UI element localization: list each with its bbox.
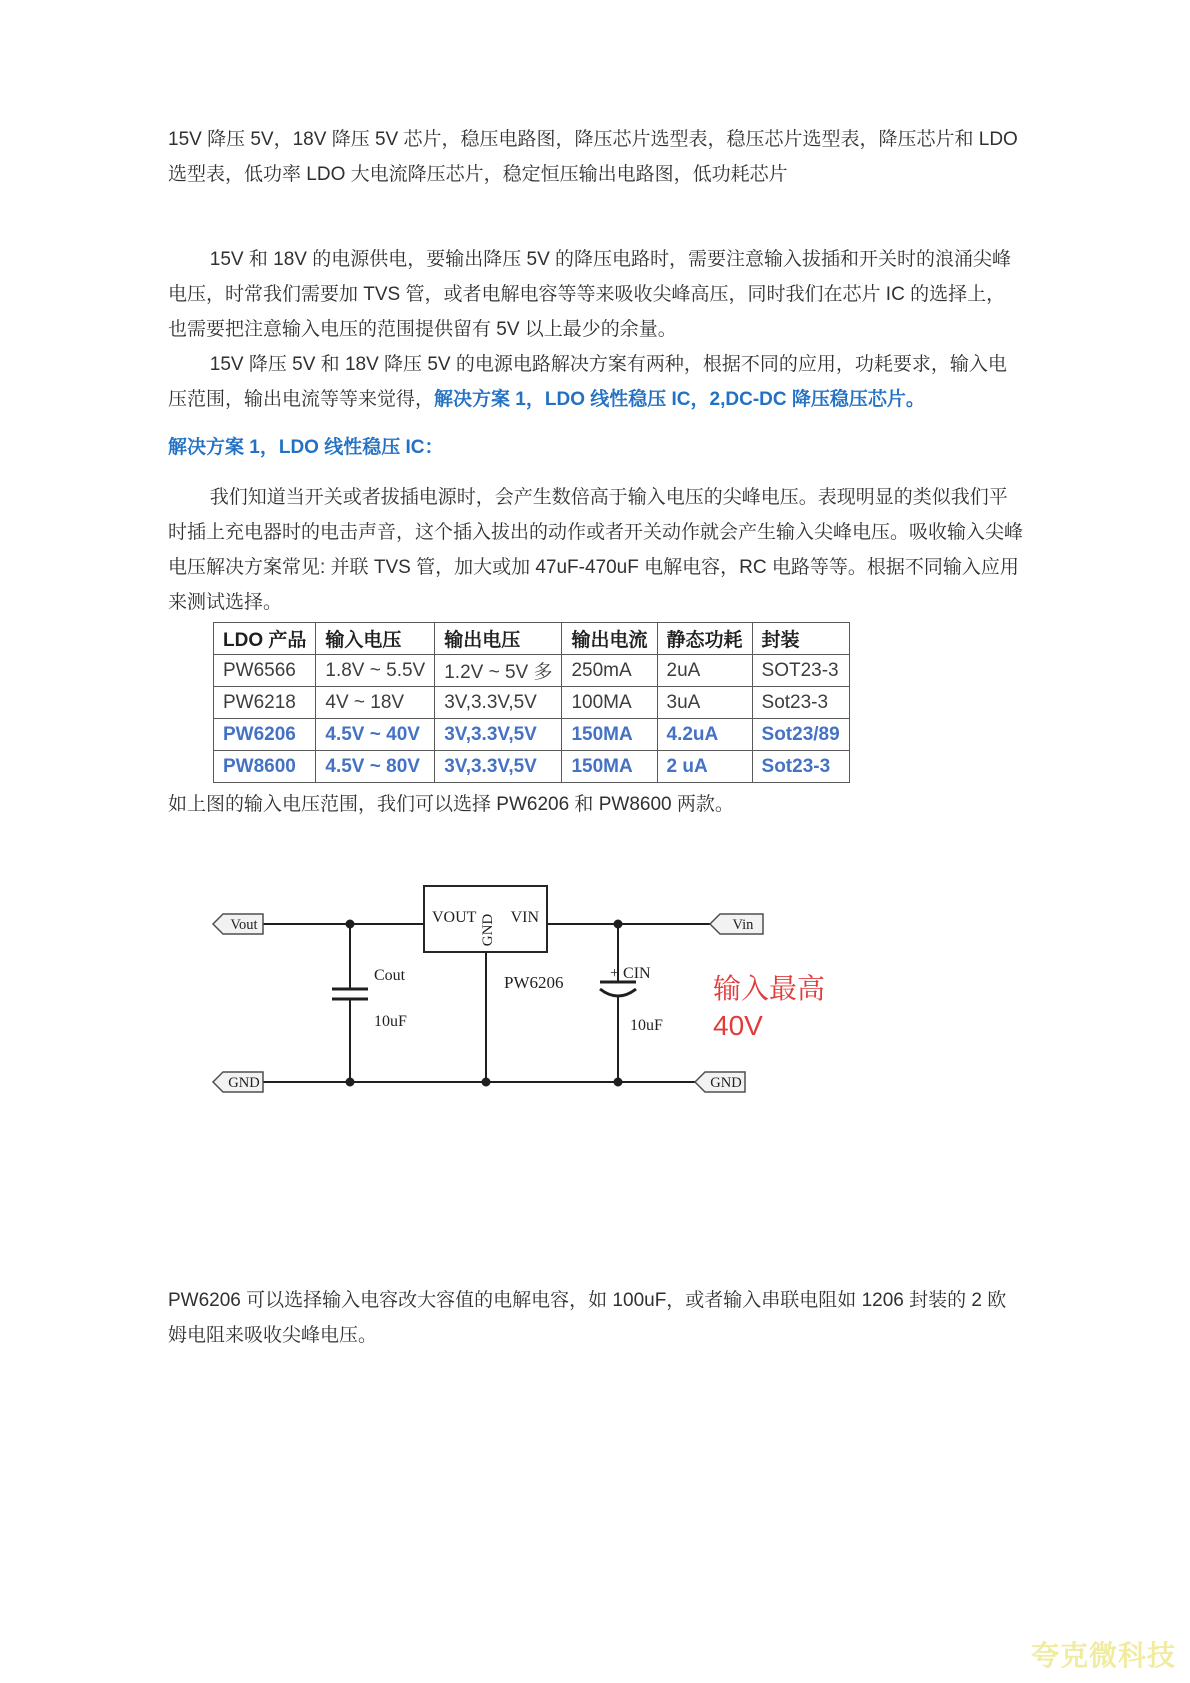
table-cell: 4.5V ~ 40V [316, 719, 435, 751]
cin-capacitor-plate-curved [600, 989, 636, 996]
table-cell: 1.8V ~ 5.5V [316, 655, 435, 687]
table-cell: 150MA [562, 719, 657, 751]
heading-solution1: 解决方案 1，LDO 线性稳压 IC： [168, 437, 444, 458]
table-cell: 150MA [562, 751, 657, 783]
ic-pin-gnd-label: GND [480, 913, 496, 947]
table-cell: 1.2V ~ 5V 多 [435, 655, 562, 687]
table-cell: 3uA [657, 687, 752, 719]
table-cell: 2uA [657, 655, 752, 687]
junction-dot [614, 920, 623, 929]
table-cell: SOT23-3 [752, 655, 849, 687]
cin-name-label: + CIN [610, 965, 651, 982]
table-cell: PW6218 [214, 687, 316, 719]
table-row [214, 687, 850, 719]
junction-dot [346, 1078, 355, 1087]
max-input-note-line2: 40V [713, 1010, 763, 1041]
cout-value-label: 10uF [374, 1013, 407, 1030]
table-header-cell: 输出电流 [562, 623, 657, 655]
table-cell: PW6206 [214, 719, 316, 751]
cout-name-label: Cout [374, 967, 406, 984]
table-cell: Sot23-3 [752, 687, 849, 719]
table-cell: PW6566 [214, 655, 316, 687]
paragraph-spike: 我们知道当开关或者拔插电源时，会产生数倍高于输入电压的尖峰电压。表现明显的类似我们平时插上充电器时的电击声音，这个插入拔出的动作或者开关动作就会产生输入尖峰电压。吸收输入尖峰电压解决方案常见: 并联 TVS 管，加大或加 47uF-470uF 电解电容，RC 电路等等。根据不同输入应用来测试选择。 [168, 487, 1024, 613]
net-tag-gnd-left-label: GND [228, 1075, 260, 1091]
table-header-row [214, 623, 850, 655]
table-cell: Sot23/89 [752, 719, 849, 751]
table-cell: Sot23-3 [752, 751, 849, 783]
table-header-cell: 静态功耗 [657, 623, 752, 655]
table-header-cell: 输入电压 [316, 623, 435, 655]
table-cell: 250mA [562, 655, 657, 687]
table-cell: 3V,3.3V,5V [435, 719, 562, 751]
circuit-svg [168, 868, 1022, 1108]
junction-dot [482, 1078, 491, 1087]
table-header-cell: LDO 产品 [214, 623, 316, 655]
table-header-cell: 输出电压 [435, 623, 562, 655]
table-cell: 4.2uA [657, 719, 752, 751]
table-cell: 3V,3.3V,5V [435, 751, 562, 783]
watermark: 夸克微科技 [1030, 1640, 1176, 1671]
net-tag-gnd-right-label: GND [710, 1075, 742, 1091]
ic-pin-vin-label: VIN [510, 909, 539, 926]
paragraph-solutions [168, 347, 1024, 417]
paragraph-pw6206: PW6206 可以选择输入电容改大容值的电解电容，如 100uF，或者输入串联电阻如 1206 封装的 2 欧姆电阻来吸收尖峰电压。 [168, 1290, 1007, 1346]
table-cell: 100MA [562, 687, 657, 719]
table-cell: PW8600 [214, 751, 316, 783]
table-cell: 2 uA [657, 751, 752, 783]
junction-dot [614, 1078, 623, 1087]
table-row [214, 655, 850, 687]
circuit-diagram [168, 868, 1022, 1108]
ic-pin-vout-label: VOUT [432, 909, 477, 926]
table-row-highlighted [214, 751, 850, 783]
ldo-selection-table [213, 622, 850, 783]
paragraph-supply: 15V 和 18V 的电源供电，要输出降压 5V 的降压电路时，需要注意输入拔插和开关时的浪涌尖峰电压，时常我们需要加 TVS 管，或者电解电容等等来吸收尖峰高压，同时我们在芯片 IC 的选择上，也需要把注意输入电压的范围提供留有 5V 以上最少的余量。 [168, 249, 1012, 340]
document-title: 15V 降压 5V，18V 降压 5V 芯片，稳压电路图，降压芯片选型表，稳压芯片选型表，降压芯片和 LDO 选型表，低功率 LDO 大电流降压芯片，稳定恒压输出电路图，低功耗芯片 [168, 129, 1018, 185]
table-cell: 4.5V ~ 80V [316, 751, 435, 783]
table-header-cell: 封装 [752, 623, 849, 655]
document-page [168, 0, 1024, 1353]
junction-dot [346, 920, 355, 929]
table-cell: 3V,3.3V,5V [435, 687, 562, 719]
net-tag-vout-label: Vout [230, 917, 258, 933]
net-tag-vin-label: Vin [732, 917, 754, 933]
paragraph-solutions-text: 15V 降压 5V 和 18V 降压 5V 的电源电路解决方案有两种，根据不同的应用，功耗要求，输入电压范围，输出电流等等来觉得， [168, 354, 1007, 410]
ic-name-label: PW6206 [504, 973, 564, 992]
max-input-note-line1: 输入最高 [713, 973, 826, 1004]
cin-value-label: 10uF [630, 1017, 663, 1034]
paragraph-solutions-highlight: 解决方案 1，LDO 线性稳压 IC，2,DC-DC 降压稳压芯片。 [434, 389, 925, 410]
table-row-highlighted [214, 719, 850, 751]
table-cell: 4V ~ 18V [316, 687, 435, 719]
table-note: 如上图的输入电压范围，我们可以选择 PW6206 和 PW8600 两款。 [168, 794, 734, 815]
